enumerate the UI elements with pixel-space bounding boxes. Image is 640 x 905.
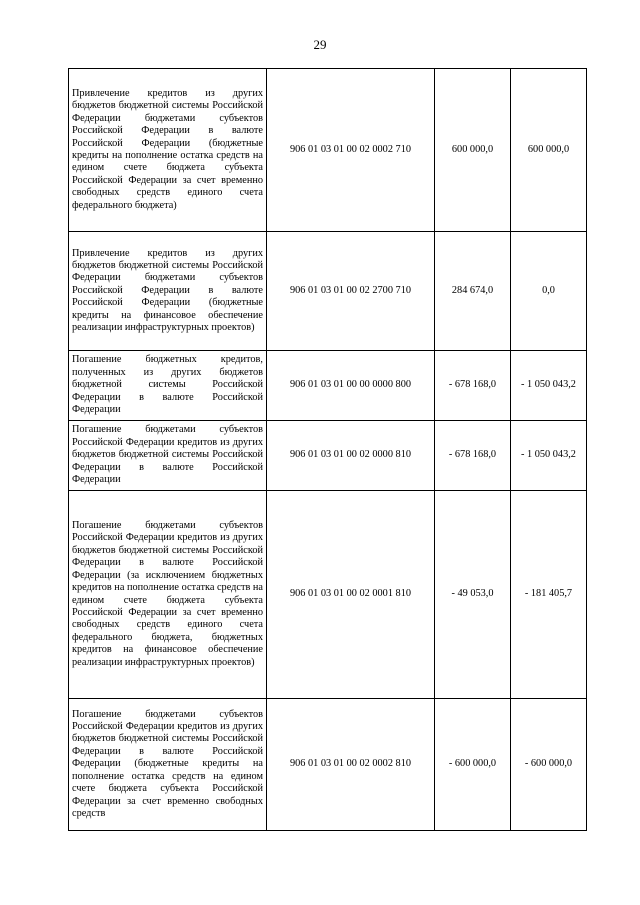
row-amount-1-cell: - 600 000,0 bbox=[435, 699, 511, 831]
page-number: 29 bbox=[313, 37, 327, 52]
row-name-cell: Погашение бюджетами субъектов Российской Федерации кредитов из других бюджетов бюджетной системы Российской Федерации в валюте Российской Федерации (бюджетные кредиты на пополнение остатка средств на едином счете бюджета субъекта Российской Федерации за счет временно свободных средств bbox=[69, 699, 267, 831]
row-amount-1-cell: 284 674,0 bbox=[435, 232, 511, 351]
row-code-cell: 906 01 03 01 00 00 0000 800 bbox=[267, 351, 435, 421]
table-row bbox=[69, 69, 587, 232]
table-row bbox=[69, 232, 587, 351]
row-code-cell: 906 01 03 01 00 02 0002 810 bbox=[267, 699, 435, 831]
row-amount-2-cell: - 181 405,7 bbox=[511, 491, 587, 699]
row-name-cell: Погашение бюджетных кредитов, полученных из других бюджетов бюджетной системы Российской Федерации в валюте Российской Федерации bbox=[69, 351, 267, 421]
table-row bbox=[69, 491, 587, 699]
row-name-cell: Погашение бюджетами субъектов Российской Федерации кредитов из других бюджетов бюджетной системы Российской Федерации в валюте Российской Федерации bbox=[69, 421, 267, 491]
table-row bbox=[69, 421, 587, 491]
row-amount-2-cell: 0,0 bbox=[511, 232, 587, 351]
row-amount-2-cell: - 600 000,0 bbox=[511, 699, 587, 831]
row-amount-1-cell: 600 000,0 bbox=[435, 69, 511, 232]
row-amount-2-cell: - 1 050 043,2 bbox=[511, 421, 587, 491]
budget-sources-table bbox=[68, 68, 587, 831]
row-name-cell: Привлечение кредитов из других бюджетов бюджетной системы Российской Федерации бюджетами субъектов Российской Федерации в валюте Российской Федерации (бюджетные кредиты на пополнение остатка средств на едином счете бюджета субъекта Российской Федерации за счет временно свободных средств единого счета федерального бюджета) bbox=[69, 69, 267, 232]
row-code-cell: 906 01 03 01 00 02 0002 710 bbox=[267, 69, 435, 232]
table-row bbox=[69, 699, 587, 831]
row-amount-1-cell: - 49 053,0 bbox=[435, 491, 511, 699]
row-code-cell: 906 01 03 01 00 02 0001 810 bbox=[267, 491, 435, 699]
table-row bbox=[69, 351, 587, 421]
row-amount-1-cell: - 678 168,0 bbox=[435, 351, 511, 421]
row-name-cell: Привлечение кредитов из других бюджетов бюджетной системы Российской Федерации бюджетами субъектов Российской Федерации в валюте Российской Федерации (бюджетные кредиты на финансовое обеспечение реализации инфраструктурных проектов) bbox=[69, 232, 267, 351]
row-code-cell: 906 01 03 01 00 02 2700 710 bbox=[267, 232, 435, 351]
row-amount-2-cell: 600 000,0 bbox=[511, 69, 587, 232]
row-amount-1-cell: - 678 168,0 bbox=[435, 421, 511, 491]
row-amount-2-cell: - 1 050 043,2 bbox=[511, 351, 587, 421]
row-name-cell: Погашение бюджетами субъектов Российской Федерации кредитов из других бюджетов бюджетной системы Российской Федерации в валюте Российской Федерации (за исключением бюджетных кредитов на пополнение остатка средств на едином счете бюджета субъекта Российской Федерации за счет временно свободных средств единого счета федерального бюджета, бюджетных кредитов на финансовое обеспечение реализации инфраструктурных проектов) bbox=[69, 491, 267, 699]
row-code-cell: 906 01 03 01 00 02 0000 810 bbox=[267, 421, 435, 491]
